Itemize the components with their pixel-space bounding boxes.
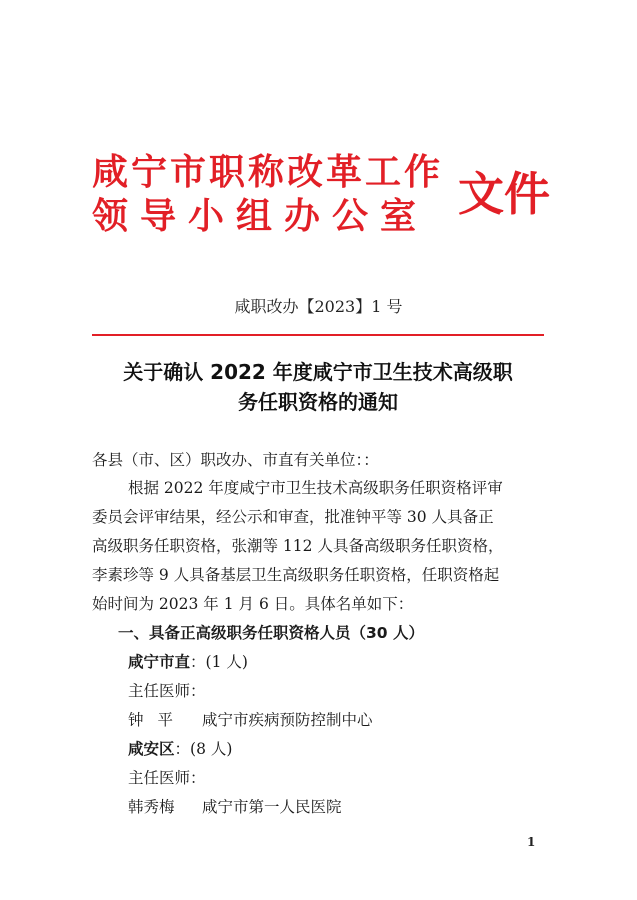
- title-line-1: 关于确认 2022 年度咸宁市卫生技术高级职: [123, 360, 513, 384]
- role-label: 主任医师：: [128, 769, 206, 787]
- region-count: ：(8 人): [174, 740, 233, 758]
- role-label: 主任医师：: [128, 682, 206, 700]
- person-name: 钟平: [128, 711, 188, 729]
- body-paragraph-line: 根据 2022 年度咸宁市卫生技术高级职务任职资格评审: [128, 479, 503, 497]
- issuer-header-line-1: 咸宁市职称改革工作: [92, 152, 444, 193]
- issuer-header-line-2: 领导小组办公室: [92, 196, 429, 237]
- region-row: [128, 651, 248, 673]
- document-number: 咸职改办【2023】1 号: [234, 297, 403, 316]
- region-name: 咸安区: [128, 740, 175, 758]
- person-org: 咸宁市疾病预防控制中心: [202, 711, 373, 729]
- person-row: [128, 796, 342, 818]
- title-line-2: 务任职资格的通知: [238, 390, 398, 414]
- body-paragraph-line: 委员会评审结果，经公示和审查，批准钟平等 30 人具备正: [92, 508, 494, 526]
- issuer-header-suffix: 文件: [458, 167, 550, 221]
- body-paragraph-line: 始时间为 2023 年 1 月 6 日。具体名单如下：: [92, 595, 414, 613]
- body-paragraph-line: 高级职务任职资格，张潮等 112 人具备高级职务任职资格，: [92, 537, 504, 555]
- page-number: 1: [527, 835, 536, 849]
- person-name: 韩秀梅: [128, 798, 175, 816]
- section-heading: 一、具备正高级职务任职资格人员（30 人）: [118, 624, 424, 642]
- document-title: [92, 357, 544, 417]
- region-count: ：(1 人): [190, 653, 248, 671]
- region-name: 咸宁市直: [128, 653, 191, 671]
- salutation: 各县（市、区）职改办、市直有关单位：：: [92, 451, 379, 469]
- person-org: 咸宁市第一人民医院: [202, 798, 342, 816]
- body-paragraph-line: 李素珍等 9 人具备基层卫生高级职务任职资格，任职资格起: [92, 566, 500, 584]
- person-row: [128, 709, 373, 731]
- red-divider: [92, 334, 544, 336]
- region-row: [128, 738, 232, 760]
